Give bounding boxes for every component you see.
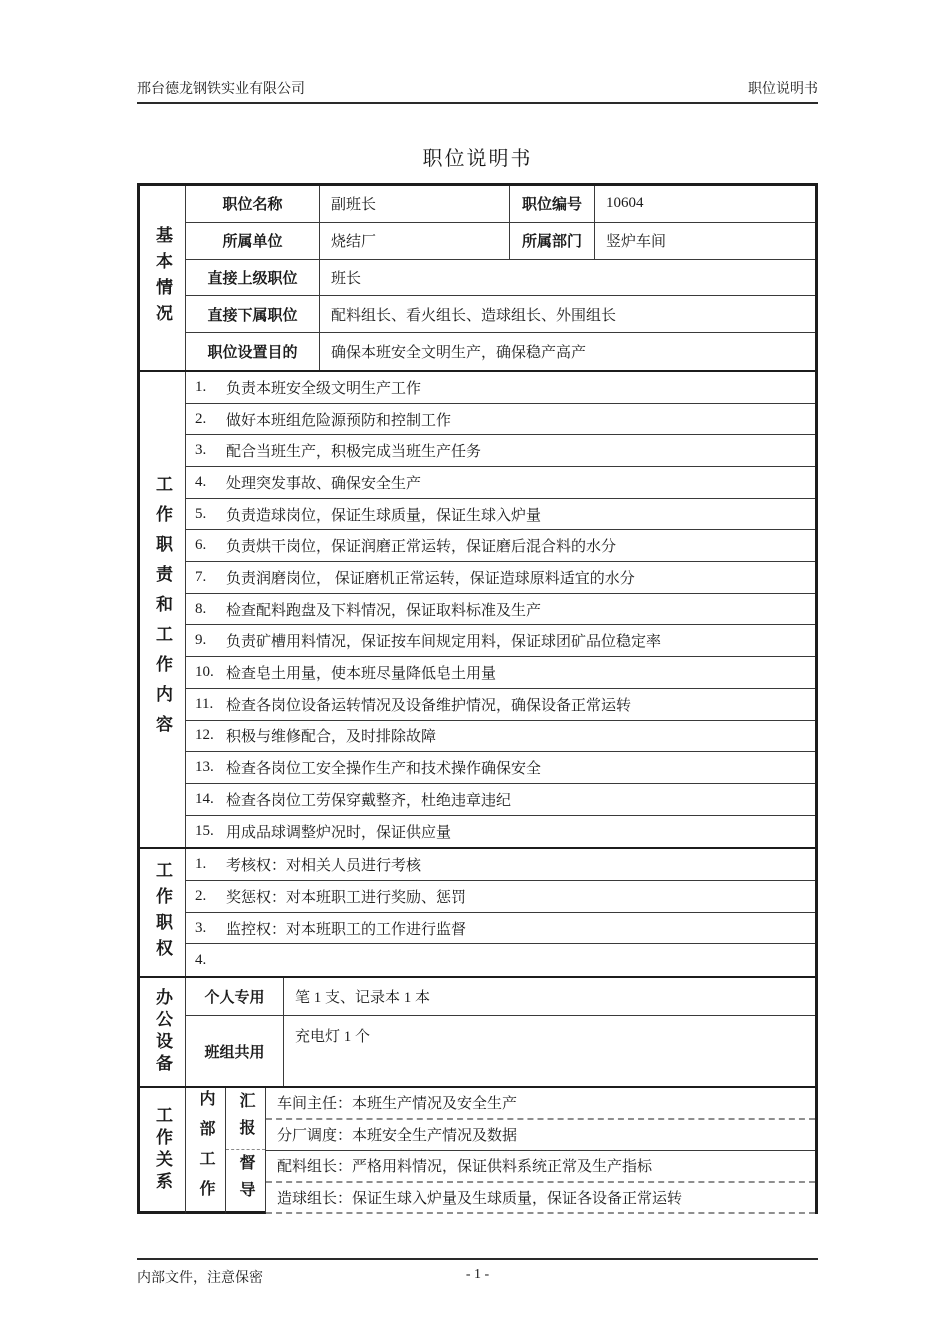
- table-row: [186, 296, 815, 333]
- duty-item: [186, 784, 815, 816]
- item-text: 考核权：对相关人员进行考核: [226, 858, 422, 875]
- item-number: 7.: [195, 568, 207, 585]
- field-label: 直接上级职位: [186, 260, 320, 296]
- field-label: 班组共用: [186, 1016, 284, 1086]
- field-value: 充电灯 1 个: [295, 1029, 371, 1046]
- duty-item: [186, 562, 815, 594]
- field-label: 直接下属职位: [186, 296, 320, 332]
- field-value: 竖炉车间: [606, 234, 667, 251]
- relation-item: 配料组长：严格用料情况，保证供料系统正常及生产指标: [266, 1151, 815, 1183]
- duty-item: [186, 657, 815, 689]
- item-number: 2.: [195, 887, 207, 904]
- item-text: 检查配料跑盘及下料情况，保证取料标准及生产: [226, 602, 542, 619]
- field-label: 职位编号: [509, 186, 595, 222]
- item-text: 负责润磨岗位， 保证磨机正常运转，保证造球原料适宜的水分: [226, 570, 635, 587]
- item-text: 检查皂土用量，使本班尽量降低皂土用量: [226, 666, 497, 683]
- section-authority: [140, 849, 815, 978]
- duty-item: [186, 752, 815, 784]
- header-company: 邢台德龙钢铁实业有限公司: [137, 82, 305, 97]
- item-number: 10.: [195, 664, 214, 681]
- authority-item: [186, 881, 815, 913]
- field-value: 副班长: [331, 197, 377, 214]
- field-value: 确保本班安全文明生产，确保稳产高产: [331, 345, 587, 362]
- field-value: 配料组长、看火组长、造球组长、外围组长: [331, 307, 617, 324]
- item-text: 用成品球调整炉况时，保证供应量: [226, 824, 452, 841]
- item-text: 配合当班生产，积极完成当班生产任务: [226, 444, 482, 461]
- duty-item: [186, 404, 815, 436]
- duty-item: [186, 594, 815, 626]
- table-row: [186, 223, 815, 260]
- item-number: 13.: [195, 759, 214, 776]
- item-text: 检查各岗位工劳保穿戴整齐，杜绝违章违纪: [226, 792, 512, 809]
- table-row: [186, 186, 815, 223]
- item-number: 3.: [195, 442, 207, 459]
- section-duties-label: 工作职责和工作内容: [140, 372, 186, 847]
- field-label: 所属部门: [509, 223, 595, 259]
- relation-item: 车间主任：本班生产情况及安全生产: [266, 1088, 815, 1120]
- footer-page-number: - 1 -: [465, 1267, 490, 1282]
- item-number: 2.: [195, 410, 207, 427]
- duty-item: [186, 372, 815, 404]
- item-number: 9.: [195, 632, 207, 649]
- section-authority-label: 工作职权: [140, 849, 186, 976]
- item-text: 负责烘干岗位，保证润磨正常运转，保证磨后混合料的水分: [226, 539, 617, 556]
- duty-item: [186, 816, 815, 848]
- duty-item: [186, 625, 815, 657]
- item-number: 4.: [195, 473, 207, 490]
- field-label: 职位名称: [186, 186, 320, 222]
- duty-item: [186, 721, 815, 753]
- section-equipment: [140, 978, 815, 1088]
- relations-report-label: 汇报: [226, 1088, 265, 1150]
- field-value: 笔 1 支、记录本 1 本: [295, 990, 431, 1007]
- item-number: 1.: [195, 856, 207, 873]
- duty-item: [186, 435, 815, 467]
- item-text: 负责本班安全级文明生产工作: [226, 380, 422, 397]
- duty-item: [186, 530, 815, 562]
- item-number: 4.: [195, 951, 207, 968]
- item-number: 11.: [195, 695, 214, 712]
- item-text: 负责造球岗位，保证生球质量，保证生球入炉量: [226, 507, 542, 524]
- section-basic-info: [140, 186, 815, 372]
- job-description-table: [137, 183, 818, 1214]
- page-header: [137, 78, 818, 104]
- table-row: [186, 260, 815, 297]
- item-number: 5.: [195, 505, 207, 522]
- item-text: 处理突发事故、确保安全生产: [226, 475, 422, 492]
- page-footer: [137, 1258, 818, 1287]
- footer-confidential-note: 内部文件，注意保密: [137, 1271, 263, 1286]
- item-number: 3.: [195, 919, 207, 936]
- item-number: 15.: [195, 822, 214, 839]
- table-row: [186, 1016, 815, 1086]
- field-value: 班长: [331, 270, 362, 287]
- item-text: 奖惩权：对本班职工进行奖励、惩罚: [226, 889, 467, 906]
- section-equipment-label: 办公设备: [140, 978, 186, 1086]
- header-doc-type: 职位说明书: [748, 82, 818, 97]
- field-label: 个人专用: [186, 978, 284, 1015]
- item-number: 12.: [195, 727, 214, 744]
- table-row: [186, 978, 815, 1016]
- authority-item: [186, 944, 815, 976]
- relation-item: 分厂调度：本班安全生产情况及数据: [266, 1120, 815, 1152]
- item-number: 14.: [195, 790, 214, 807]
- item-number: 8.: [195, 600, 207, 617]
- duty-item: [186, 467, 815, 499]
- item-number: 6.: [195, 537, 207, 554]
- relations-supervise-label: 督导: [237, 1153, 254, 1208]
- section-basic-info-label: 基本情况: [140, 186, 186, 370]
- item-text: 检查各岗位工安全操作生产和技术操作确保安全: [226, 761, 542, 778]
- section-relations-label: 工作关系: [140, 1088, 186, 1214]
- item-text: 检查各岗位设备运转情况及设备维护情况，确保设备正常运转: [226, 697, 632, 714]
- field-value: 10604: [606, 195, 644, 212]
- section-relations: [140, 1088, 815, 1214]
- field-label: 职位设置目的: [186, 333, 320, 370]
- relations-internal-label: 内部工作: [186, 1088, 226, 1214]
- section-duties: [140, 372, 815, 849]
- page-title: 职位说明书: [422, 148, 533, 170]
- authority-item: [186, 849, 815, 881]
- table-row: [186, 333, 815, 370]
- relation-item: 造球组长：保证生球入炉量及生球质量，保证各设备正常运转: [266, 1183, 815, 1215]
- duty-item: [186, 499, 815, 531]
- item-text: 积极与维修配合，及时排除故障: [226, 729, 437, 746]
- item-text: 监控权：对本班职工的工作进行监督: [226, 921, 467, 938]
- item-text: 做好本班组危险源预防和控制工作: [226, 412, 452, 429]
- item-number: 1.: [195, 378, 207, 395]
- field-value: 烧结厂: [331, 234, 377, 251]
- duty-item: [186, 689, 815, 721]
- item-text: 负责矿槽用料情况，保证按车间规定用料，保证球团矿品位稳定率: [226, 634, 662, 651]
- authority-item: [186, 913, 815, 945]
- field-label: 所属单位: [186, 223, 320, 259]
